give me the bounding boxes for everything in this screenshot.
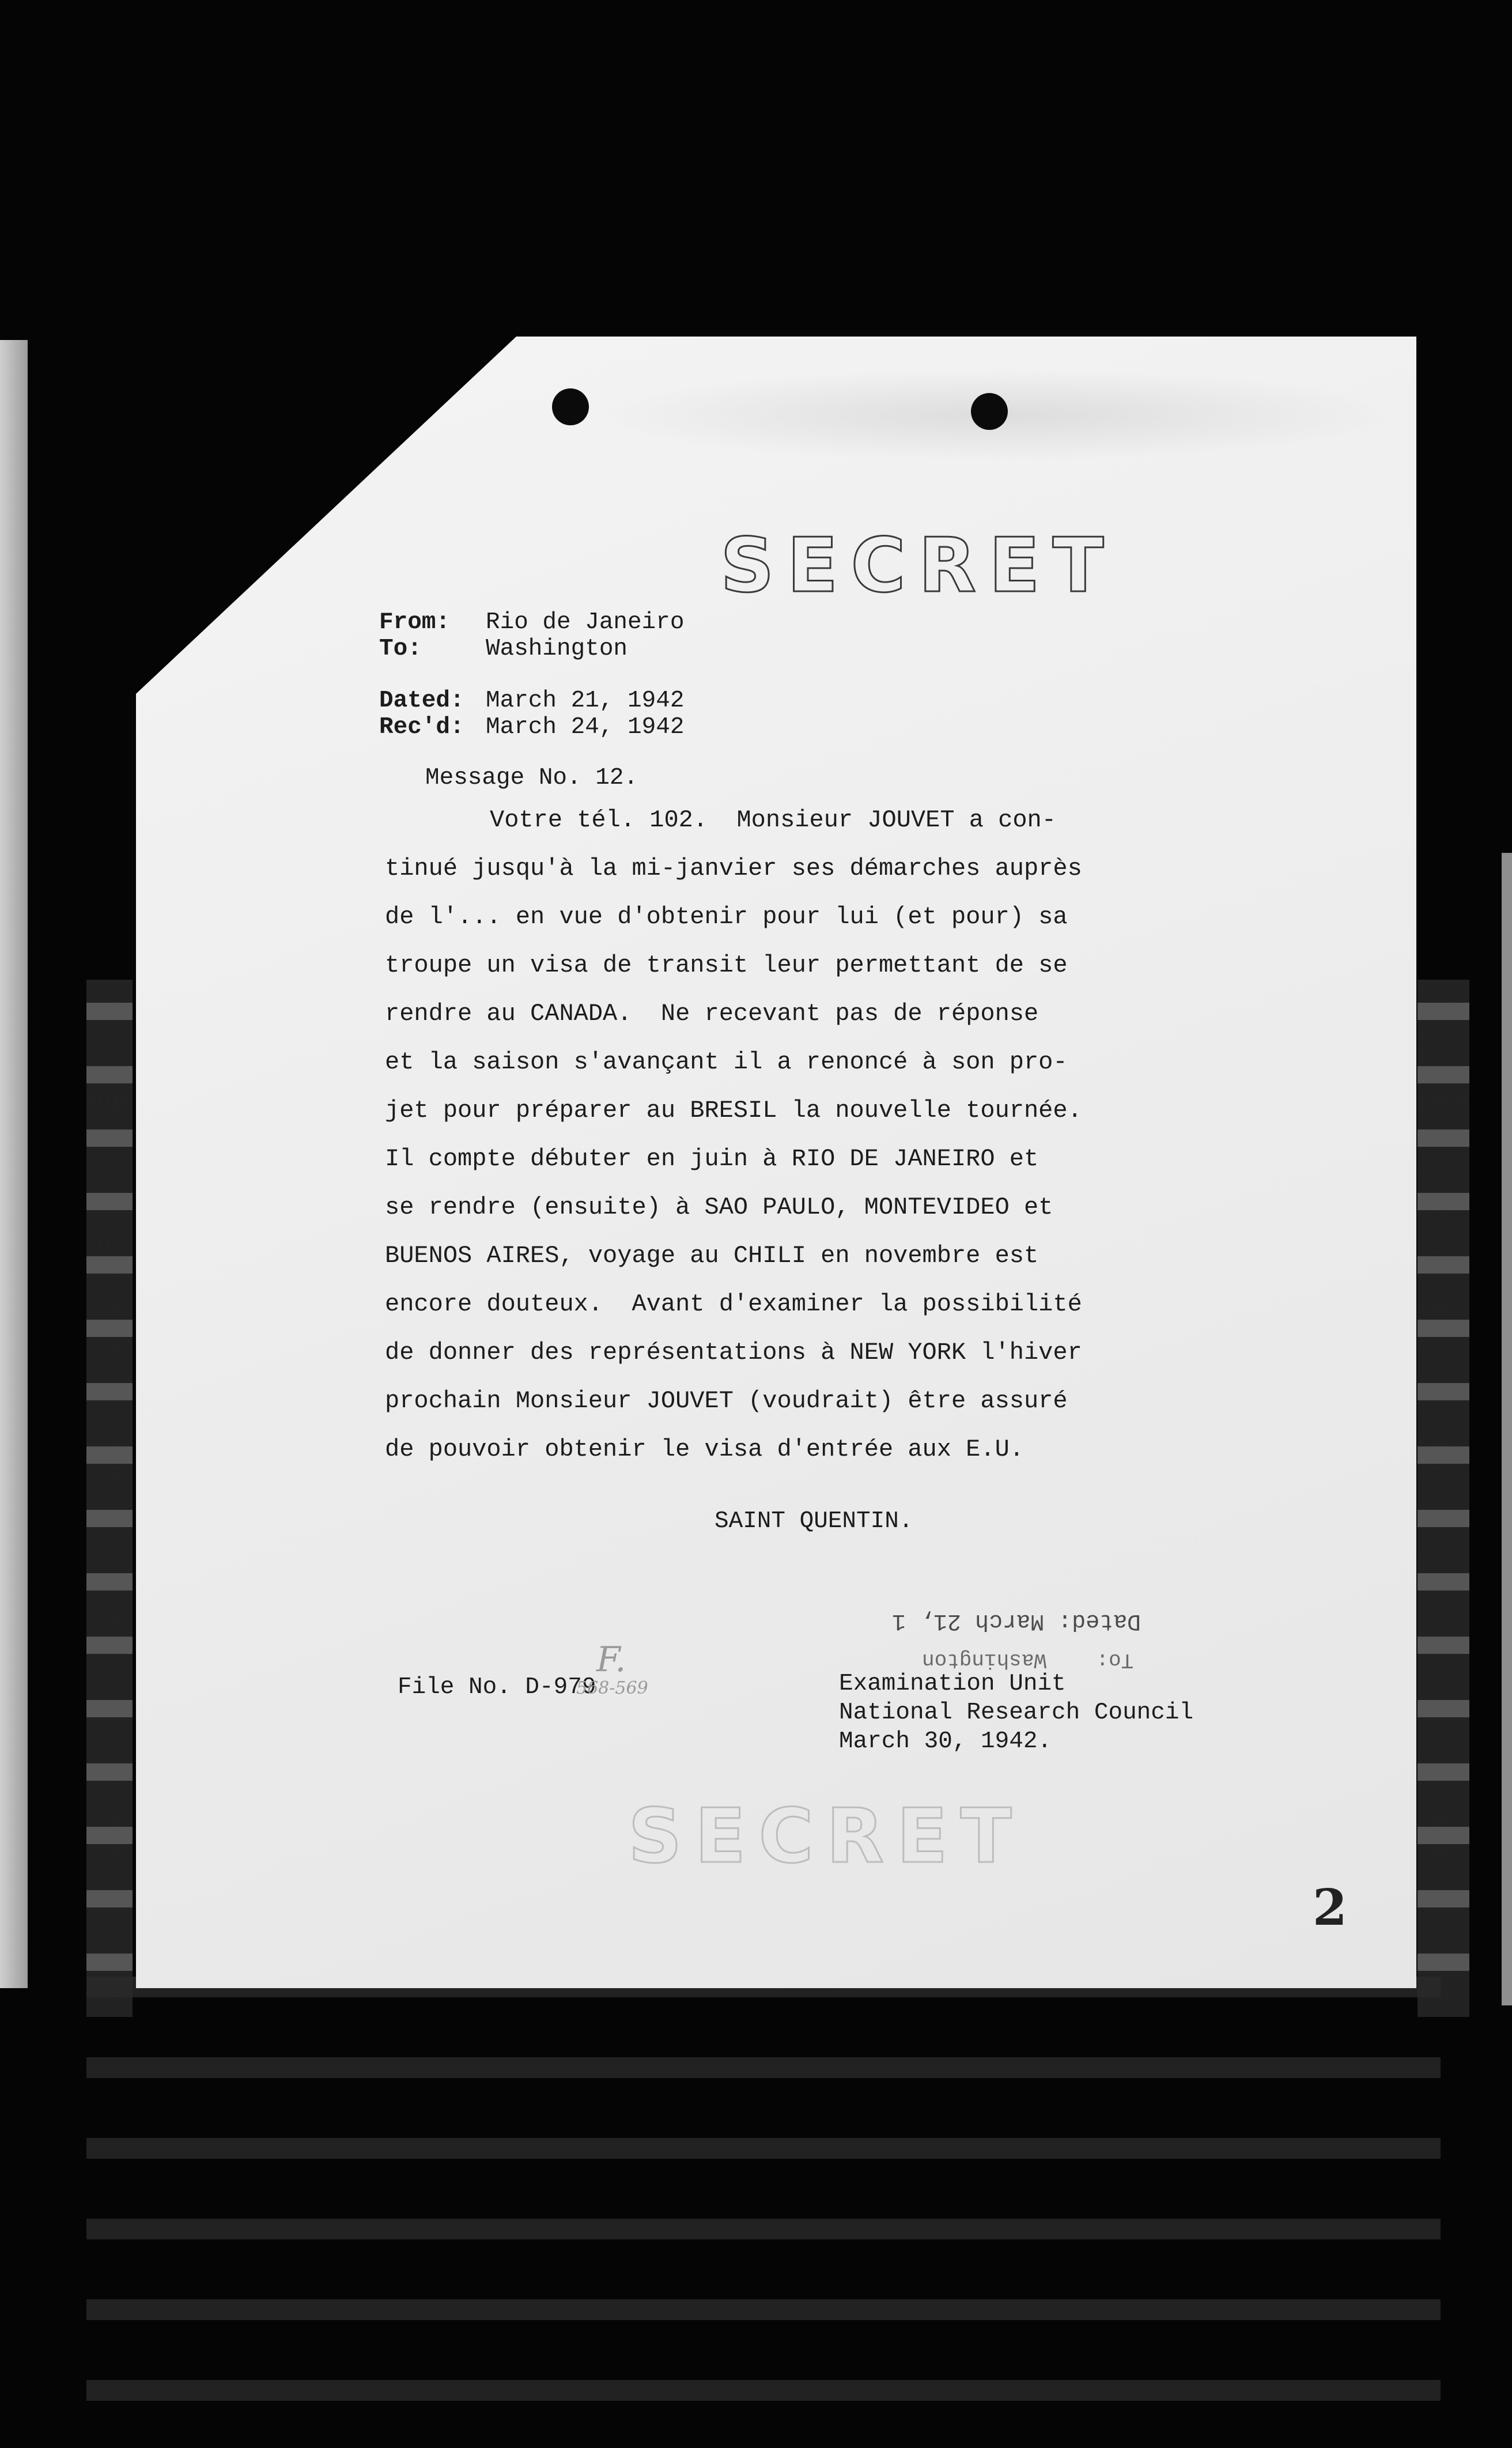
recd-value: March 24, 1942 (486, 714, 685, 741)
signature: SAINT QUENTIN. (715, 1508, 913, 1535)
secret-stamp-bottom: SECRET (628, 1792, 1025, 1880)
body-line: BUENOS AIRES, voyage au CHILI en novembre est (385, 1242, 1039, 1270)
from-value: Rio de Janeiro (486, 609, 685, 636)
message-number: Message No. 12. (425, 765, 638, 791)
file-number: File No. D-979 (398, 1674, 596, 1701)
dated-value: March 21, 1942 (486, 687, 685, 714)
to-value: Washington (486, 636, 628, 662)
body-line: Il compte débuter en juin à RIO DE JANEIRO et (385, 1145, 1039, 1173)
film-edge-left (0, 340, 28, 1988)
body-line: tinué jusqu'à la mi-janvier ses démarches auprès (385, 855, 1082, 882)
bleed-through-dated: Dated: March 21, 1 (892, 1608, 1141, 1634)
examination-unit: Examination Unit (839, 1671, 1066, 1697)
body-line: se rendre (ensuite) à SAO PAULO, MONTEVIDEO et (385, 1193, 1053, 1221)
bleed-through-to: To: Washington (922, 1648, 1134, 1672)
secret-stamp-top: SECRET (720, 522, 1117, 609)
body-line: de l'... en vue d'obtenir pour lui (et pour) sa (385, 903, 1068, 931)
punch-hole-right (971, 393, 1008, 430)
page-number: 2 (1313, 1879, 1347, 1937)
to-label: To: (379, 636, 422, 662)
research-council: National Research Council (839, 1699, 1194, 1726)
body-line: de donner des représentations à NEW YORK l'hiver (385, 1339, 1082, 1366)
film-sprocket-pattern (86, 1942, 1441, 2438)
body-line: et la saison s'avançant il a renoncé à son pro- (385, 1048, 1068, 1076)
film-sprocket-right (1418, 980, 1469, 2017)
body-line: jet pour préparer au BRESIL la nouvelle tournée. (385, 1097, 1082, 1124)
footer-date: March 30, 1942. (839, 1728, 1052, 1755)
film-edge-right (1502, 853, 1512, 2005)
punch-hole-left (552, 388, 589, 425)
body-line: Votre tél. 102. Monsieur JOUVET a con- (490, 806, 1056, 834)
body-line: prochain Monsieur JOUVET (voudrait) être assuré (385, 1387, 1068, 1415)
from-label: From: (379, 609, 451, 636)
dated-label: Dated: (379, 687, 464, 714)
pencil-letter: F. (596, 1639, 626, 1680)
recd-label: Rec'd: (379, 714, 464, 741)
body-line: troupe un visa de transit leur permettant de se (385, 951, 1068, 979)
body-line: rendre au CANADA. Ne recevant pas de réponse (385, 1000, 1039, 1027)
film-sprocket-left (86, 980, 133, 2017)
pencil-numbers: 568-569 (576, 1678, 648, 1698)
body-line: encore douteux. Avant d'examiner la possibilité (385, 1290, 1082, 1318)
body-line: de pouvoir obtenir le visa d'entrée aux E.U. (385, 1435, 1024, 1463)
